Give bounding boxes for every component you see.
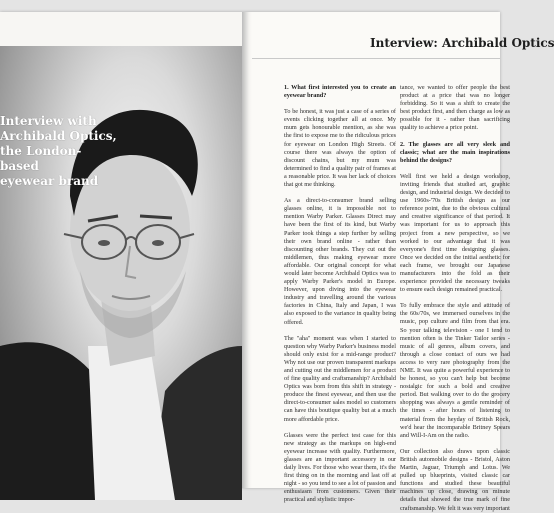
- headline-line: Archibald Optics,: [0, 129, 117, 143]
- paragraph: To fully embrace the style and attitude of the 60s/70s, we immersed ourselves in the music, pop culture and film from that era. So your talking television - one I tend to mention often is the Tinker Tailor series - music of all genres, album covers, and through a close contact of ours we had access to very rare photography from the NME. It was quite a powerful experience to be honest, so you can't help but become nostalgic for such a bold and creative period. But walking over to do the grocery shopping was always a gentle reminder of the times - after hours of listening to material from the heyday of British Rock, we'd hear the incomparable Britney Spears and Will-I-Am on the radio.: [400, 302, 510, 439]
- headline-line: Interview with: [0, 114, 97, 128]
- paragraph: Well first we held a design workshop, inviting friends that studied art, graphic design, and industrial design. We decided to use 1960s-'70s British design as our reference point, due to the obvious cultural and creative significance of that period. It was important for us to approach this project from a new perspective, so we worked to our advantage that it was everyone's first time designing glasses. Once we decided on the initial aesthetic for each frame, we brought our Japanese manufacturers into the fold as their experience provided the necessary tweaks to ensure each design remained practical.: [400, 172, 510, 294]
- magazine-spread: [0, 12, 554, 512]
- paragraph: Glasses were the perfect test case for this new strategy as the markups on high-end eyewear increase with quality. Furthermore, glasses are an important accessory in our daily lives. For those who wear them, it's the first thing on in the morning and last off at night - so you tend to see a lot of passion and enthusiasm from customers. Given their practical and stylistic impor-: [284, 431, 396, 504]
- paragraph: tance, we wanted to offer people the best product at a price that was no longer forbidding. So it was a shift to create the best product first, and then charge as low as possible for it - rather than sacrificing quality to achieve a price point.: [400, 84, 510, 132]
- page-header: [250, 34, 554, 59]
- headline-line: eyewear brand: [0, 174, 99, 188]
- page-title: Interview: Archibald Optics: [370, 36, 554, 50]
- article-column-1: [284, 84, 396, 504]
- headline: [0, 114, 120, 189]
- portrait-photo: [0, 46, 242, 500]
- paragraph: The "aha" moment was when I started to question why Warby Parker's business model should only exist for a mid-range product? Why not use our proven transparent markups and cutting out the middlemen for a product of fine quality and craftsmanship? Archibald Optics was born from this shift in strategy - produce the finest eyewear, and then use the direct-to-consumer sales model so customers can have this boutique quality but at a much more affordable price.: [284, 334, 396, 423]
- headline-line: the London-based: [0, 144, 82, 173]
- paragraph: To be honest, it was just a case of a series of events clicking together all at once. My mum gets honourable mention, as she was the first to expose me to the ridiculous prices for eyewear on London High Streets. Of course there was always the option of discount chains, but my mum was determined to find a quality pair of frames at a reasonable price. It was her lack of choices that got me thinking.: [284, 108, 396, 189]
- question: 1. What first interested you to create an eyewear brand?: [284, 84, 396, 100]
- article-column-2: [400, 84, 510, 512]
- question: 2. The glasses are all very sleek and classic; what are the main inspirations behind the designs?: [400, 140, 510, 164]
- article-page: [250, 12, 554, 512]
- paragraph: Our collection also draws upon classic British automobile designs - Bristol, Aston Martin, Jaguar, Triumph and Lotus. We pulled up blueprints, visited classic car functions and studied these beautiful machines up close, drawing on minute details that showed the true mark of fine craftsmanship. We felt it was very important: [400, 447, 510, 512]
- paragraph: As a direct-to-consumer brand selling glasses online, it is impossible not to mention Warby Parker. Glasses Direct may have been the first of its kind, but Warby Parker took things a step further by selling their own brand online - rather than discounting other brands. They cut out the middlemen, thus making eyewear more affordable. Our original concept for what would later become Archibald Optics was to apply Warby Parker's model in Europe. However, upon diving into the eyewear industry and travelling around the various factories in China, Italy and Japan, I was also exposed to the variance in quality being offered.: [284, 197, 396, 326]
- page-gutter: [242, 12, 252, 488]
